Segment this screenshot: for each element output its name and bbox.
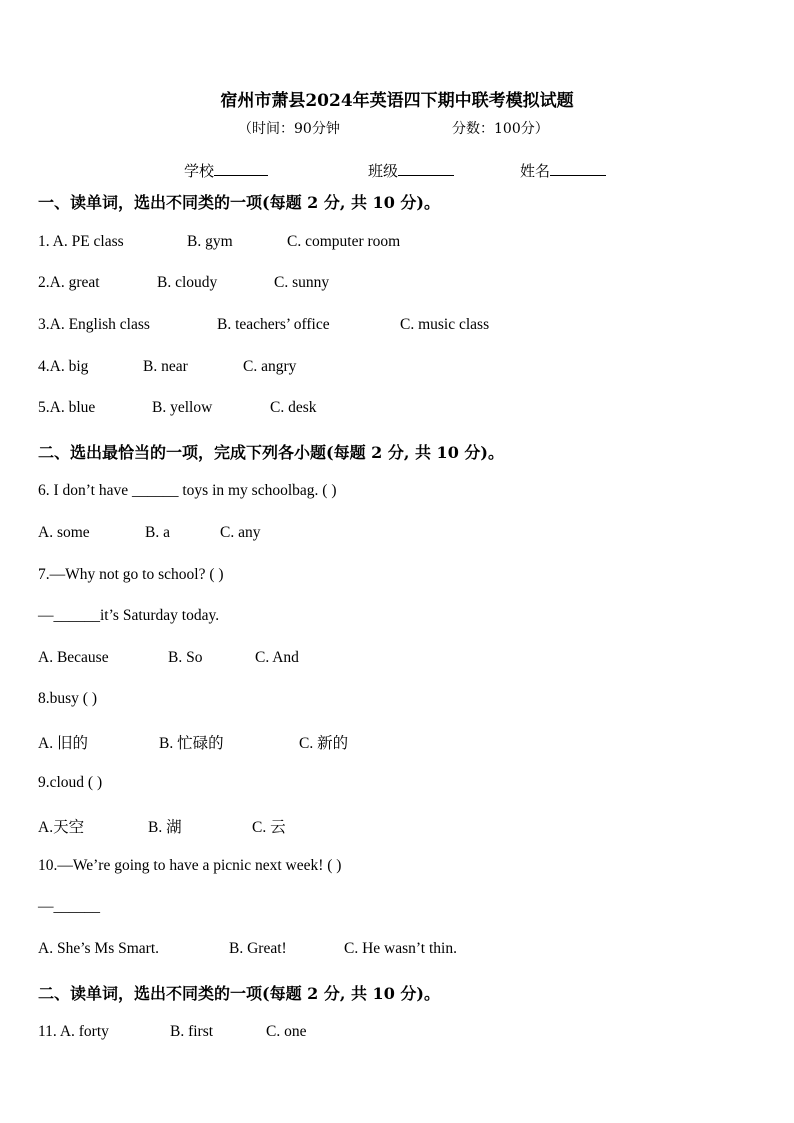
question-11-option-a: 11. A. forty	[38, 1023, 109, 1040]
class-field	[368, 160, 454, 181]
name-blank[interactable]	[550, 161, 606, 176]
question-8-option-c: C. 新的	[299, 735, 349, 752]
question-11-option-c: C. one	[266, 1023, 307, 1040]
question-7-option-c: C. And	[255, 649, 299, 666]
section-heading: 二、选出最恰当的一项，完成下列各小题(每题 2 分, 共 10 分)。	[38, 443, 504, 462]
question-4-option-b: B. near	[143, 358, 188, 375]
question-7-option-a: A. Because	[38, 649, 109, 666]
question-10-stem-2: —______	[38, 898, 100, 915]
question-6-option-b: B. a	[145, 524, 170, 541]
school-field	[184, 160, 268, 181]
class-blank[interactable]	[398, 161, 454, 176]
question-9-option-a: A.天空	[38, 819, 85, 836]
page-title: 宿州市萧县2024年英语四下期中联考模拟试题	[220, 91, 574, 111]
question-1-option-b: B. gym	[187, 233, 233, 250]
question-9-option-b: B. 湖	[148, 819, 182, 836]
question-6-stem: 6. I don’t have ______ toys in my schoolbag. ( )	[38, 482, 337, 499]
question-1-option-c: C. computer room	[287, 233, 401, 250]
question-8-stem: 8.busy ( )	[38, 690, 97, 707]
question-6-option-c: C. any	[220, 524, 261, 541]
question-11-option-b: B. first	[170, 1023, 214, 1040]
question-5-option-c: C. desk	[270, 399, 317, 416]
school-blank[interactable]	[214, 161, 268, 176]
question-10-option-b: B. Great!	[229, 940, 287, 957]
name-label: 姓名	[520, 162, 551, 180]
exam-time: （时间：90分钟	[238, 121, 340, 137]
question-8-option-b: B. 忙碌的	[159, 735, 224, 752]
question-2-option-c: C. sunny	[274, 274, 330, 291]
section-heading: 一、读单词，选出不同类的一项(每题 2 分, 共 10 分)。	[38, 193, 440, 212]
question-2-option-a: 2.A. great	[38, 274, 100, 291]
section-heading: 二、读单词，选出不同类的一项(每题 2 分, 共 10 分)。	[38, 984, 440, 1003]
question-2-option-b: B. cloudy	[157, 274, 218, 291]
question-10-stem: 10.—We’re going to have a picnic next week! ( )	[38, 857, 342, 874]
question-7-stem: 7.—Why not go to school? ( )	[38, 566, 224, 583]
name-field	[520, 160, 606, 181]
question-3-option-c: C. music class	[400, 316, 490, 333]
question-3-option-a: 3.A. English class	[38, 316, 150, 333]
class-label: 班级	[368, 162, 399, 180]
question-4-option-c: C. angry	[243, 358, 297, 375]
school-label: 学校	[184, 162, 215, 180]
question-1-option-a: 1. A. PE class	[38, 233, 124, 250]
question-10-option-a: A. She’s Ms Smart.	[38, 940, 159, 957]
question-7-option-b: B. So	[168, 649, 203, 666]
exam-score: 分数：100分）	[452, 121, 549, 137]
question-10-option-c: C. He wasn’t thin.	[344, 940, 457, 957]
question-5-option-b: B. yellow	[152, 399, 213, 416]
question-7-stem-2: —______it’s Saturday today.	[38, 607, 220, 624]
question-5-option-a: 5.A. blue	[38, 399, 96, 416]
question-6-option-a: A. some	[38, 524, 90, 541]
question-3-option-b: B. teachers’ office	[217, 316, 330, 333]
question-4-option-a: 4.A. big	[38, 358, 89, 375]
question-9-stem: 9.cloud ( )	[38, 774, 103, 791]
question-9-option-c: C. 云	[252, 819, 286, 836]
question-8-option-a: A. 旧的	[38, 735, 88, 752]
